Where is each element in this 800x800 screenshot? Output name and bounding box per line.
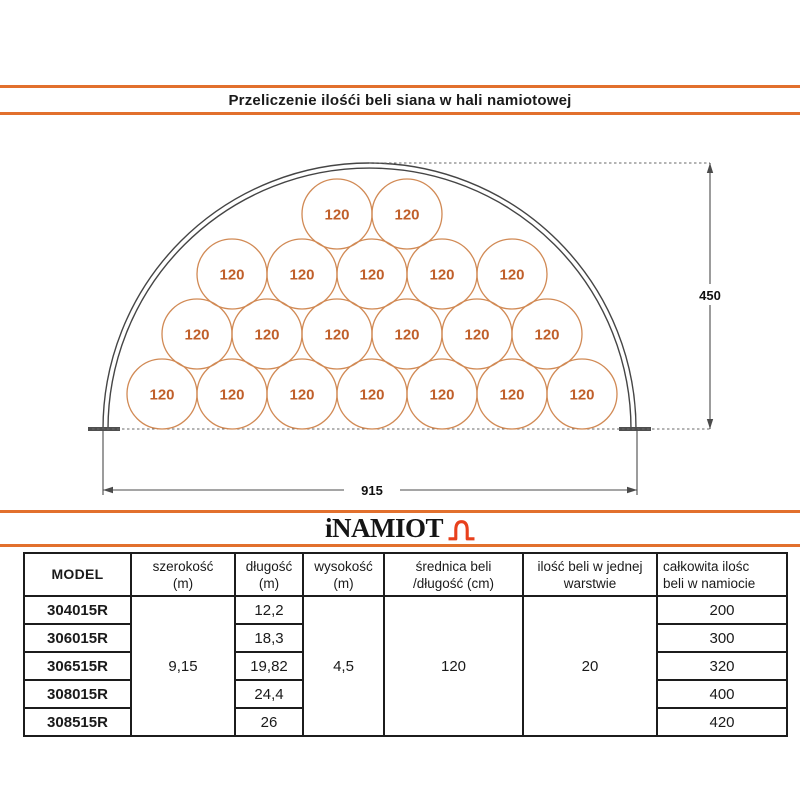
col-header-model: MODEL [24,553,131,596]
calkowita-cell: 400 [657,680,787,708]
bale-label: 120 [289,266,315,284]
model-cell: 308015R [24,680,131,708]
title-band [0,85,800,115]
height-dim-label: 450 [699,288,721,303]
bale-label: 120 [324,206,350,224]
model-cell: 308515R [24,708,131,736]
bales-layer [127,179,617,429]
ilosc-warstwa-cell: 20 [523,596,657,736]
table-row [24,596,787,624]
bale-label: 120 [569,386,595,404]
calkowita-cell: 300 [657,624,787,652]
header-row [24,553,787,596]
tent-bale-diagram [0,130,800,500]
logo-band [0,510,800,547]
bale-label: 120 [149,386,175,404]
bale-label: 120 [184,326,210,344]
col-header-wysokosc: wysokość (m) [303,553,384,596]
dlugosc-cell: 12,2 [235,596,303,624]
bale-label: 120 [464,326,490,344]
calkowita-cell: 420 [657,708,787,736]
bale-label: 120 [429,266,455,284]
wysokosc-cell: 4,5 [303,596,384,736]
model-cell: 304015R [24,596,131,624]
bale-label: 120 [359,386,385,404]
bale-label: 120 [534,326,560,344]
bale-label: 120 [394,206,420,224]
page-title: Przeliczenie ilośći beli siana w hali namiotowej [228,91,572,109]
bale-label: 120 [429,386,455,404]
bale-label: 120 [254,326,280,344]
bale-label: 120 [394,326,420,344]
dlugosc-cell: 18,3 [235,624,303,652]
height-dimension [692,163,728,429]
col-header-szerokosc: szerokość (m) [131,553,235,596]
bale-label: 120 [359,266,385,284]
bale-label: 120 [499,266,525,284]
logo-text: iNAMIOT [325,513,443,543]
col-header-srednica: średnica beli /długość (cm) [384,553,523,596]
bale-label: 120 [499,386,525,404]
col-header-ilosc-warstwa: ilość beli w jednej warstwie [523,553,657,596]
spec-table [23,552,788,737]
col-header-dlugosc: długość (m) [235,553,303,596]
calkowita-cell: 320 [657,652,787,680]
model-cell: 306515R [24,652,131,680]
dlugosc-cell: 19,82 [235,652,303,680]
bale-label: 120 [324,326,350,344]
col-header-calkowita: całkowita ilośc beli w namiocie [657,553,787,596]
width-dimension [103,429,637,500]
srednica-cell: 120 [384,596,523,736]
tent-icon [448,517,475,542]
szerokosc-cell: 9,15 [131,596,235,736]
bale-label: 120 [289,386,315,404]
model-cell: 306015R [24,624,131,652]
logo [325,515,475,542]
calkowita-cell: 200 [657,596,787,624]
dlugosc-cell: 24,4 [235,680,303,708]
width-dim-label: 915 [361,483,383,498]
bale-label: 120 [219,266,245,284]
dlugosc-cell: 26 [235,708,303,736]
bale-label: 120 [219,386,245,404]
